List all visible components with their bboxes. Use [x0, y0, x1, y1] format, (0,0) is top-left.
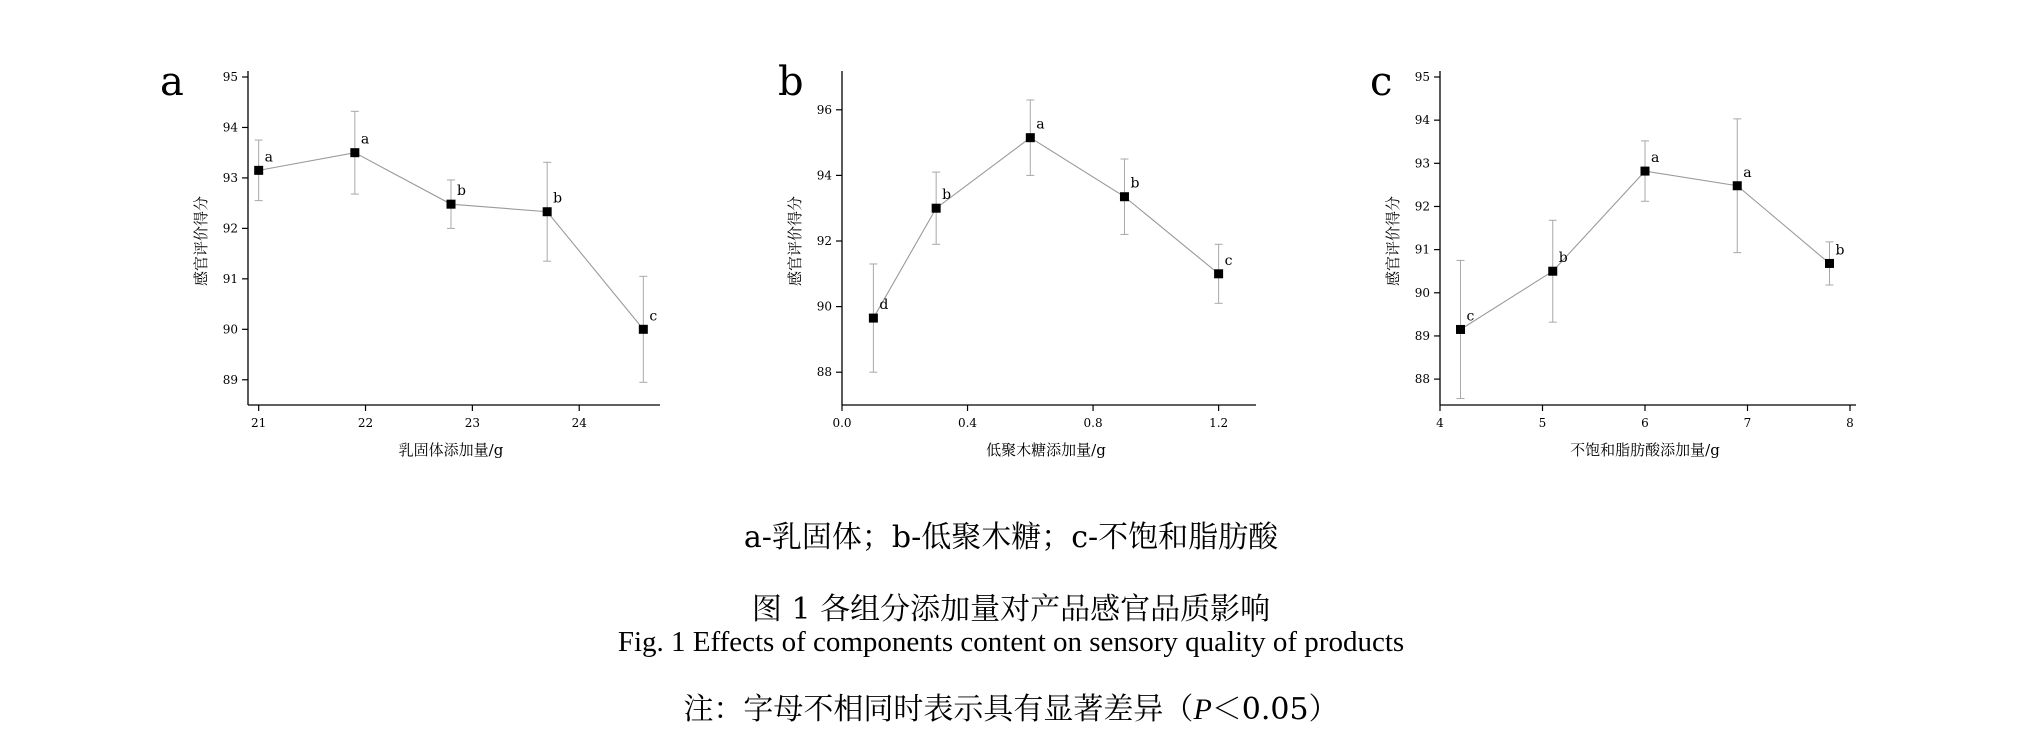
x-axis-title: 低聚木糖添加量/g — [986, 441, 1106, 459]
x-tick-label: 0.4 — [957, 416, 978, 430]
data-point — [1641, 167, 1650, 176]
y-tick-label: 93 — [222, 170, 238, 185]
x-tick-label: 22 — [357, 416, 374, 430]
y-axis-title: 感官评价得分 — [786, 195, 804, 287]
significance-letter: a — [264, 149, 274, 166]
significance-letter: a — [1651, 150, 1660, 167]
data-point — [1825, 259, 1834, 268]
x-tick-label: 5 — [1538, 416, 1547, 430]
y-tick-label: 90 — [222, 322, 238, 337]
x-tick-label: 8 — [1846, 416, 1854, 430]
y-axis-title: 感官评价得分 — [192, 195, 210, 287]
y-tick-label: 88 — [1414, 372, 1430, 387]
data-point — [932, 204, 941, 213]
x-tick-label: 0.0 — [832, 416, 852, 430]
x-tick-label: 7 — [1743, 416, 1752, 430]
y-tick-label: 95 — [1414, 70, 1430, 84]
significance-letter: b — [457, 183, 466, 200]
significance-letter: a — [1743, 164, 1752, 181]
data-point — [639, 325, 648, 334]
x-tick-label: 6 — [1641, 416, 1649, 430]
y-tick-label: 90 — [1414, 285, 1430, 300]
y-tick-label: 92 — [222, 221, 238, 236]
data-point — [1456, 325, 1465, 334]
x-tick-label: 4 — [1436, 416, 1444, 430]
significance-letter: c — [1466, 308, 1475, 325]
note-suffix: ＜0.05） — [1211, 692, 1339, 727]
significance-letter: b — [1558, 250, 1568, 267]
data-point — [1733, 181, 1742, 190]
data-point — [1214, 269, 1223, 278]
significance-letter: b — [553, 190, 563, 207]
figure-title-english: Fig. 1 Effects of components content on sensory quality of products — [617, 626, 1405, 658]
x-tick-label: 1.2 — [1209, 416, 1229, 430]
y-tick-label: 92 — [1414, 199, 1430, 214]
y-tick-label: 94 — [222, 120, 238, 135]
chart-panel-a — [160, 59, 660, 459]
note-prefix: 注：字母不相同时表示具有显著差异（ — [683, 692, 1194, 727]
significance-letter: b — [1130, 175, 1140, 192]
y-axis-title: 感官评价得分 — [1384, 195, 1402, 287]
x-axis-title: 乳固体添加量/g — [398, 441, 504, 459]
y-tick-label: 92 — [816, 234, 832, 248]
significance-letter: a — [360, 131, 370, 148]
significance-note — [0, 684, 2022, 728]
y-tick-label: 94 — [1414, 113, 1430, 128]
y-tick-label: 91 — [222, 271, 238, 286]
x-tick-label: 23 — [464, 416, 481, 430]
data-point — [869, 314, 878, 323]
y-tick-label: 89 — [1414, 328, 1430, 343]
significance-letter: d — [879, 297, 889, 314]
chart-panel-b — [778, 59, 1256, 459]
y-tick-label: 94 — [816, 168, 832, 183]
panel-label: b — [778, 59, 804, 105]
data-point — [350, 148, 359, 157]
x-tick-label: 21 — [251, 416, 267, 430]
panel-label: a — [160, 59, 184, 105]
significance-letter: c — [1224, 252, 1233, 269]
y-tick-label: 96 — [816, 102, 832, 117]
data-point — [543, 207, 552, 216]
y-tick-label: 89 — [222, 372, 238, 387]
significance-letter: b — [942, 187, 952, 204]
panel-label: c — [1370, 59, 1393, 105]
y-tick-label: 93 — [1414, 156, 1430, 171]
y-tick-label: 90 — [816, 299, 832, 314]
significance-letter: c — [649, 308, 658, 325]
x-axis-title: 不饱和脂肪酸添加量/g — [1570, 441, 1720, 459]
data-point — [1120, 192, 1129, 201]
data-point — [1026, 133, 1035, 142]
y-tick-label: 91 — [1414, 242, 1430, 257]
panel-legend-caption: a-乳固体；b-低聚木糖；c-不饱和脂肪酸 — [743, 520, 1279, 555]
significance-letter: a — [1036, 116, 1045, 133]
series-line — [873, 138, 1218, 318]
significance-letter: b — [1835, 242, 1845, 259]
x-tick-label: 24 — [571, 416, 587, 430]
data-point — [254, 166, 263, 175]
y-tick-label: 95 — [222, 70, 238, 84]
data-point — [1548, 267, 1557, 276]
chart-panel-c — [1370, 59, 1856, 459]
note-p-symbol: P — [1193, 693, 1212, 726]
x-tick-label: 0.8 — [1083, 416, 1103, 430]
data-point — [447, 200, 456, 209]
y-tick-label: 88 — [816, 365, 832, 380]
figure-title-chinese: 图 1 各组分添加量对产品感官品质影响 — [751, 592, 1271, 627]
series-line — [259, 153, 644, 330]
